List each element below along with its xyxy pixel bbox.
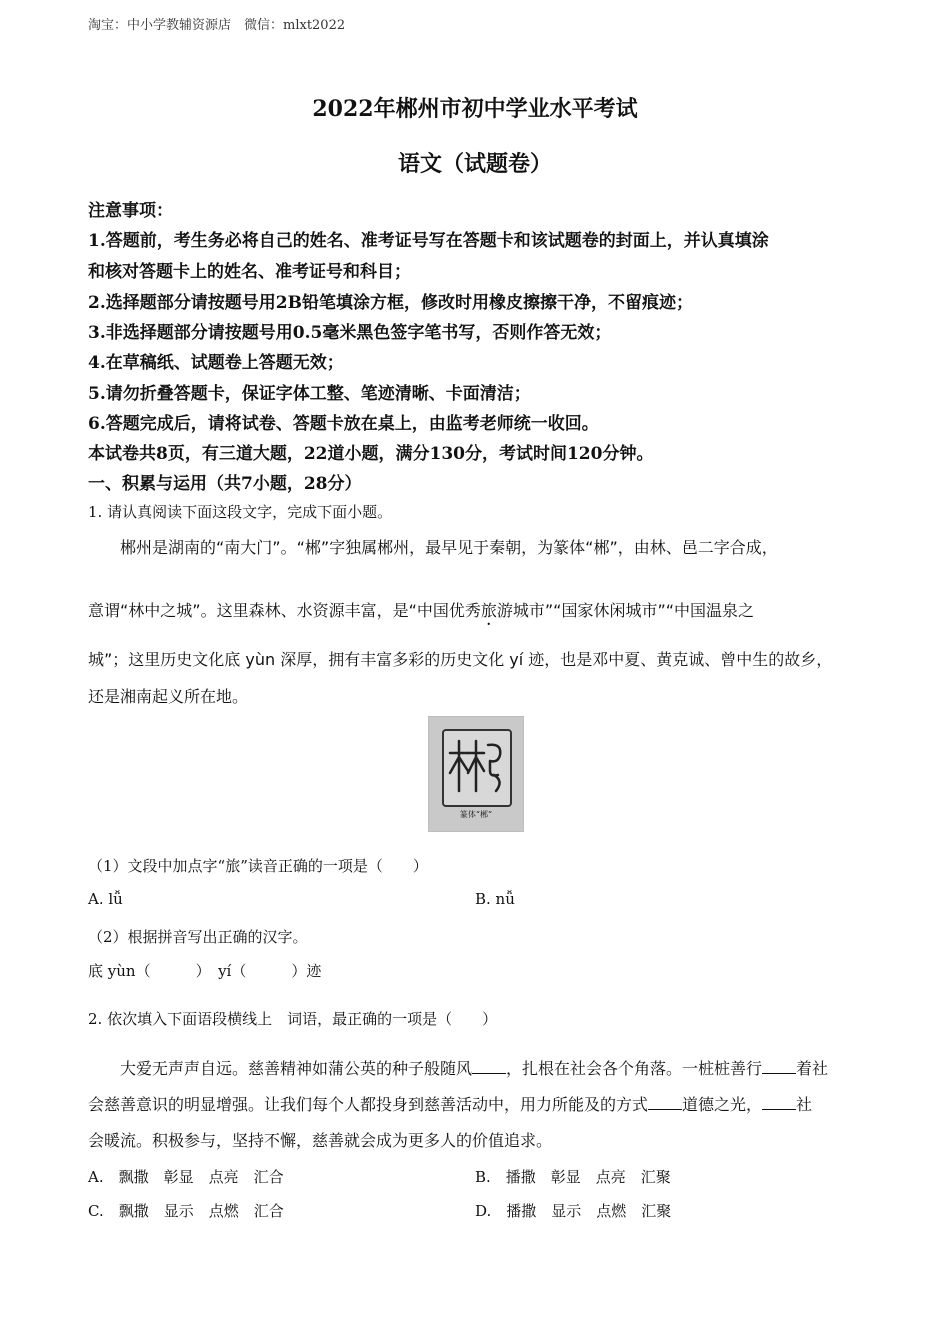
notice-line-2: 2.选择题部分请按题号用2B铅笔填涂方框，修改时用橡皮擦擦干净，不留痕迹； [88, 293, 693, 313]
answer-blank-3[interactable] [648, 1097, 682, 1110]
passage-line-1: 郴州是湖南的“南大门”。“郴”字独属郴州，最早见于秦朝，为篆体“郴”，由林、邑二字合成， [120, 538, 778, 557]
q2-passage-line-2 [88, 1092, 812, 1115]
notice-line-3: 3.非选择题部分请按题号用0.5毫米黑色签字笔书写，否则作答无效； [88, 323, 612, 343]
option-a[interactable]: A. lǚ [88, 890, 123, 908]
q2-option-a[interactable]: A. 飘撒 彰显 点亮 汇合 [88, 1168, 284, 1186]
q2-option-b[interactable]: B. 播撒 彰显 点亮 汇聚 [475, 1168, 671, 1186]
seal-frame [442, 729, 512, 807]
option-b[interactable]: B. nǚ [475, 890, 515, 908]
dotted-char: 旅 [480, 601, 497, 620]
exam-subtitle: 语文（试题卷） [397, 151, 552, 177]
passage-line-2 [88, 598, 754, 629]
passage-line-4: 还是湘南起义所在地。 [88, 687, 249, 706]
answer-blank-4[interactable] [762, 1097, 796, 1110]
q2-option-c[interactable]: C. 飘撒 显示 点燃 汇合 [88, 1202, 284, 1220]
q2-line-1-b: ，扎根在社会各个角落。一桩桩善行 [506, 1059, 763, 1078]
seal-caption: 篆体“郴” [459, 810, 493, 819]
notice-line-1b: 和核对答题卡上的姓名、准考证号和科目； [88, 262, 411, 282]
notice-line-1a: 1.答题前，考生务必将自己的姓名、准考证号写在答题卡和该试题卷的封面上，并认真填涂 [88, 231, 769, 251]
exam-title: 2022年郴州市初中学业水平考试 [312, 96, 638, 122]
pinyin-fill-line: 底 yùn（ ） yí（ ）迹 [88, 962, 322, 980]
seal-glyph-icon [444, 731, 510, 805]
q2-line-2-b: 道德之光， [682, 1095, 763, 1114]
q2-line-1-c: 着社 [796, 1059, 829, 1078]
answer-blank-1[interactable] [472, 1061, 506, 1074]
section-heading: 一、积累与运用（共7小题，28分） [88, 474, 362, 494]
sub-question-2: （2）根据拼音写出正确的汉字。 [88, 928, 308, 946]
notice-line-5: 5.请勿折叠答题卡，保证字体工整、笔迹清晰、卡面清洁； [88, 384, 531, 404]
q2-line-1-a: 大爱无声声自远。慈善精神如蒲公英的种子般随风 [120, 1059, 473, 1078]
passage-line-3: 城”；这里历史文化底 yùn 深厚，拥有丰富多彩的历史文化 yí 迹，也是邓中夏、黄克诚、曾中生的故乡， [88, 650, 833, 669]
q2-passage-line-3: 会暖流。积极参与，坚持不懈，慈善就会成为更多人的价值追求。 [88, 1131, 553, 1150]
notice-line-4: 4.在草稿纸、试题卷上答题无效； [88, 353, 344, 373]
answer-blank-2[interactable] [762, 1061, 796, 1074]
q2-passage-line-1 [120, 1056, 828, 1079]
exam-summary: 本试卷共8页，有三道大题，22道小题，满分130分，考试时间120分钟。 [88, 444, 654, 464]
sub-question-1: （1）文段中加点字“旅”读音正确的一项是（ ） [88, 857, 428, 875]
q2-option-d[interactable]: D. 播撒 显示 点燃 汇聚 [475, 1202, 672, 1220]
seal-character-image [428, 716, 524, 832]
notice-line-6: 6.答题完成后，请将试卷、答题卡放在桌上，由监考老师统一收回。 [88, 414, 599, 434]
question-1-prompt: 1. 请认真阅读下面这段文字，完成下面小题。 [88, 503, 393, 521]
notice-heading: 注意事项： [88, 201, 173, 221]
q2-line-2-c: 社 [796, 1095, 813, 1114]
q2-line-2-a: 会慈善意识的明显增强。让我们每个人都投身到慈善活动中，用力所能及的方式 [88, 1095, 649, 1114]
passage-line-2-start: 意谓“林中之城”。这里森林、水资源丰富，是“中国优秀 [88, 601, 481, 620]
page-header: 淘宝：中小学教辅资源店 微信：mlxt2022 [88, 18, 346, 33]
question-2-prompt: 2. 依次填入下面语段横线上 词语，最正确的一项是（ ） [88, 1010, 498, 1028]
passage-line-2-end: 游城市”“国家休闲城市”“中国温泉之 [496, 601, 755, 620]
